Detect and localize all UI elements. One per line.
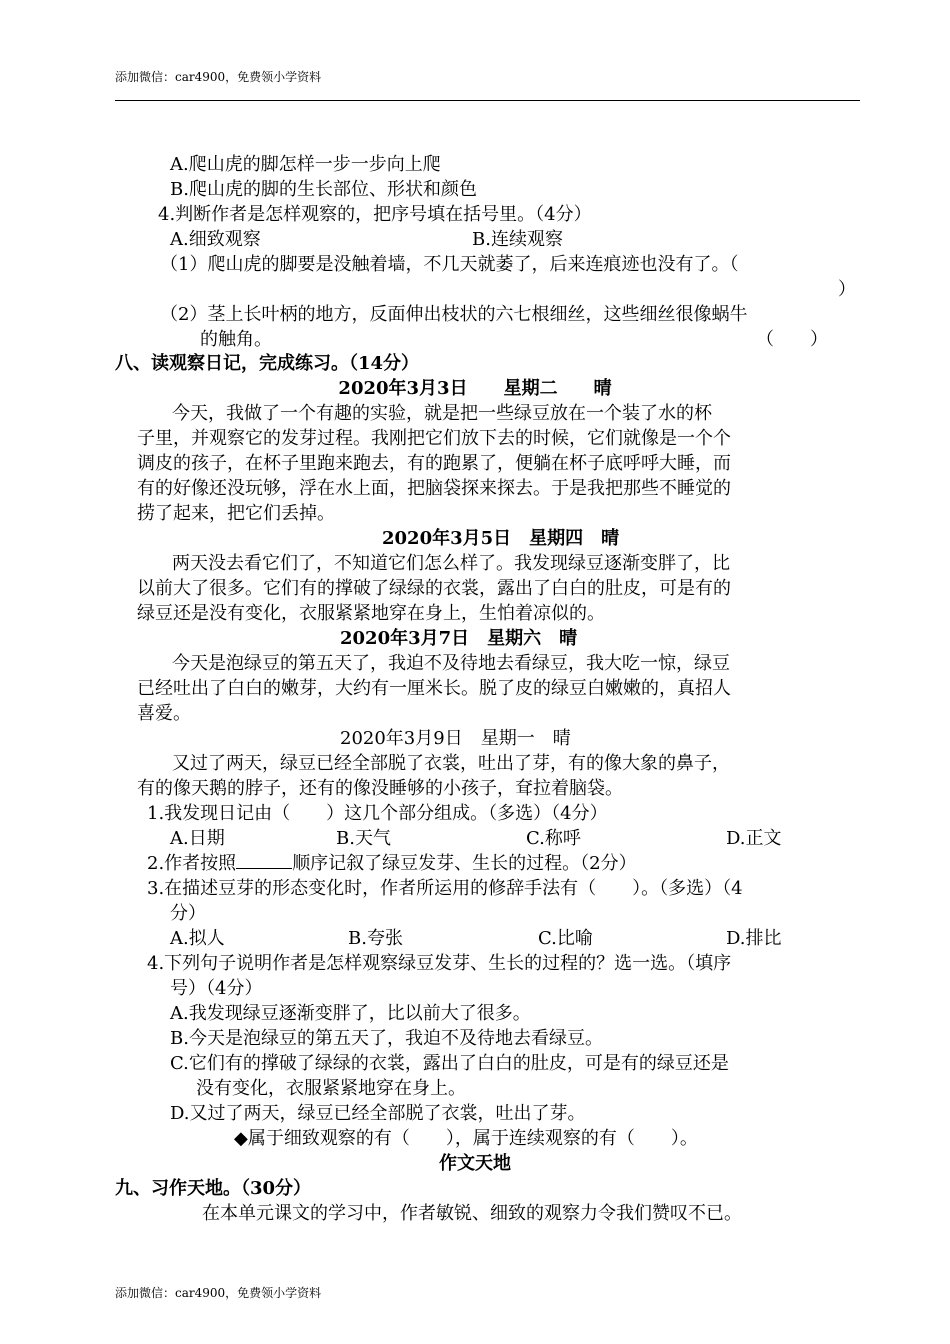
sec8-q4-option-b: B.今天是泡绿豆的第五天了，我迫不及待地去看绿豆。	[170, 1028, 603, 1049]
q7-option-a: A.爬山虎的脚怎样一步一步向上爬	[170, 154, 441, 175]
diary-1-line: 今天，我做了一个有趣的实验，就是把一些绿豆放在一个装了水的杯	[172, 403, 712, 424]
composition-heading: 作文天地	[439, 1153, 511, 1174]
sec8-q4-option-c: C.它们有的撑破了绿绿的衣裳，露出了白白的肚皮，可是有的绿豆还是	[170, 1053, 729, 1074]
header-rule	[115, 100, 860, 101]
diary-2-line: 以前大了很多。它们有的撑破了绿绿的衣裳，露出了白白的肚皮，可是有的	[137, 578, 731, 599]
sec8-q1-option-a: A.日期	[170, 828, 225, 849]
q7-sentence-1: （1）爬山虎的脚要是没触着墙，不几天就萎了，后来连痕迹也没有了。（	[160, 254, 739, 275]
sec8-question-4: 4.下列句子说明作者是怎样观察绿豆发芽、生长的过程的？选一选。（填序	[147, 953, 732, 974]
diary-1-line: 子里，并观察它的发芽过程。我刚把它们放下去的时候，它们就像是一个个	[137, 428, 731, 449]
sec8-question-3-cont: 分）	[170, 903, 206, 924]
q7-option-b: B.爬山虎的脚的生长部位、形状和颜色	[170, 179, 477, 200]
diary-4-line: 有的像天鹅的脖子，还有的像没睡够的小孩子，耷拉着脑袋。	[137, 778, 623, 799]
q7-sentence-2: （2）茎上长叶柄的地方，反面伸出枝状的六七根细丝，这些细丝很像蜗牛	[160, 304, 748, 325]
page-header-text: 添加微信：car4900，免费领小学资料	[115, 70, 322, 84]
sec8-question-4-cont: 号）（4分）	[170, 978, 263, 999]
diary-4-heading: 2020年3月9日 星期一 晴	[340, 728, 571, 749]
sec8-q4-option-c-cont: 没有变化，衣服紧紧地穿在身上。	[196, 1078, 466, 1099]
sec8-q1-option-b: B.天气	[336, 828, 391, 849]
sec8-q2-text-pre: 2.作者按照	[147, 853, 237, 874]
sec8-q3-option-d: D.排比	[726, 928, 782, 949]
q7-sentence-1-paren-end: ）	[838, 279, 856, 300]
diary-1-line: 有的好像还没玩够，浮在水上面，把脑袋探来探去。于是我把那些不睡觉的	[137, 478, 731, 499]
sec8-q3-option-a: A.拟人	[170, 928, 225, 949]
composition-line: 在本单元课文的学习中，作者敏锐、细致的观察力令我们赞叹不已。	[202, 1203, 742, 1224]
sec8-q3-option-c: C.比喻	[538, 928, 593, 949]
sec8-q1-option-d: D.正文	[726, 828, 782, 849]
diary-3-line: 今天是泡绿豆的第五天了，我迫不及待地去看绿豆，我大吃一惊，绿豆	[172, 653, 730, 674]
sec8-question-3: 3.在描述豆芽的形态变化时，作者所运用的修辞手法有（ ）。（多选）（4	[147, 878, 743, 899]
section-8-title: 八、读观察日记，完成练习。（14分）	[115, 353, 420, 374]
diary-2-heading: 2020年3月5日 星期四 晴	[382, 528, 620, 549]
sec8-q4-option-d: D.又过了两天，绿豆已经全部脱了衣裳，吐出了芽。	[170, 1103, 586, 1124]
sec8-question-2	[147, 852, 637, 876]
sec8-q2-answer-blank[interactable]	[236, 852, 292, 869]
q7-question-4: 4.判断作者是怎样观察的，把序号填在括号里。（4分）	[158, 204, 592, 225]
sec8-q1-option-c: C.称呼	[526, 828, 581, 849]
diary-1-line: 调皮的孩子，在杯子里跑来跑去，有的跑累了，便躺在杯子底呼呼大睡，而	[137, 453, 731, 474]
q7-sentence-2-answer-paren: （ ）	[756, 329, 828, 350]
diary-1-line: 捞了起来，把它们丢掉。	[137, 503, 335, 524]
sec8-q4-answer-line: ◆属于细致观察的有（ ），属于连续观察的有（ ）。	[234, 1128, 698, 1149]
q7-q4-option-b: B.连续观察	[472, 229, 563, 250]
section-9-title: 九、习作天地。（30分）	[115, 1178, 312, 1199]
page-footer-text: 添加微信：car4900，免费领小学资料	[115, 1286, 322, 1300]
sec8-q3-option-b: B.夸张	[348, 928, 403, 949]
q7-q4-option-a: A.细致观察	[170, 229, 261, 250]
diary-1-heading: 2020年3月3日 星期二 晴	[338, 378, 612, 399]
sec8-q4-option-a: A.我发现绿豆逐渐变胖了，比以前大了很多。	[170, 1003, 531, 1024]
diary-4-line: 又过了两天，绿豆已经全部脱了衣裳，吐出了芽，有的像大象的鼻子，	[172, 753, 730, 774]
diary-2-line: 两天没去看它们了，不知道它们怎么样了。我发现绿豆逐渐变胖了，比	[172, 553, 730, 574]
q7-sentence-2-cont: 的触角。	[200, 329, 272, 350]
diary-3-line: 已经吐出了白白的嫩芽，大约有一厘米长。脱了皮的绿豆白嫩嫩的，真招人	[137, 678, 731, 699]
sec8-question-1: 1.我发现日记由（ ）这几个部分组成。（多选）（4分）	[147, 803, 608, 824]
diary-3-line: 喜爱。	[137, 703, 191, 724]
sec8-q2-text-post: 顺序记叙了绿豆发芽、生长的过程。（2分）	[292, 853, 637, 874]
diary-2-line: 绿豆还是没有变化，衣服紧紧地穿在身上，生怕着凉似的。	[137, 603, 605, 624]
diary-3-heading: 2020年3月7日 星期六 晴	[340, 628, 578, 649]
